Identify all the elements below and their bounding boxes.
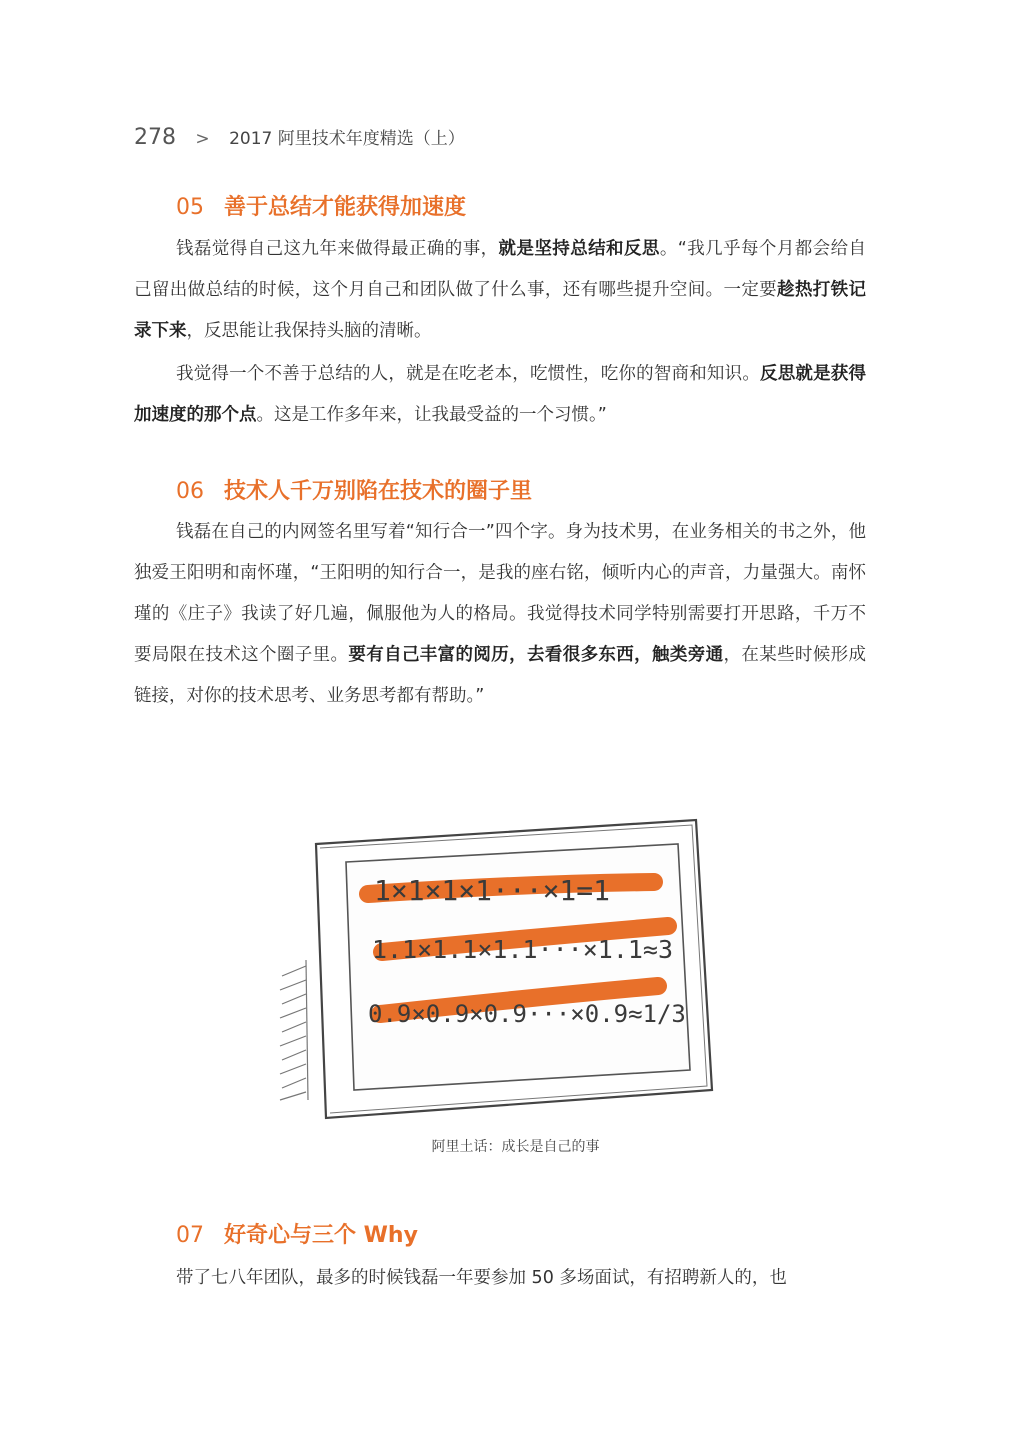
section-title: 技术人千万别陷在技术的圈子里 xyxy=(224,479,533,504)
body-text: ，反思能让我保持头脑的清晰。 xyxy=(186,321,432,341)
body-text: 钱磊觉得自己这九年来做得最正确的事， xyxy=(176,239,499,259)
section-05-paragraph-1 xyxy=(134,229,866,352)
section-number: 07 xyxy=(176,1223,204,1248)
chalkboard-drawing xyxy=(276,800,722,1122)
section-title: 善于总结才能获得加速度 xyxy=(224,195,467,220)
book-title: 2017 阿里技术年度精选（上） xyxy=(229,129,465,149)
body-text: ，在某些时候形成链接，对你的技术思考、业务思考都有帮助。” xyxy=(134,645,867,706)
section-07-paragraph-1 xyxy=(176,1258,866,1299)
section-title: 好奇心与三个 Why xyxy=(224,1223,418,1248)
emphasis-text: 就是坚持总结和反思 xyxy=(498,239,660,259)
section-number: 05 xyxy=(176,195,204,220)
section-06-paragraph-1 xyxy=(134,512,866,717)
emphasis-text: 反思就是获得加速度的那个点 xyxy=(134,364,867,425)
chalkboard-illustration xyxy=(276,800,722,1122)
section-number: 06 xyxy=(176,479,204,504)
board-stand-hatching xyxy=(280,960,308,1100)
section-heading-05 xyxy=(176,190,466,221)
body-text: 。这是工作多年来，让我最受益的一个习惯。” xyxy=(256,405,607,425)
emphasis-text: 要有自己丰富的阅历，去看很多东西，触类旁通 xyxy=(348,645,724,665)
section-heading-07 xyxy=(176,1218,418,1249)
section-heading-06 xyxy=(176,474,532,505)
body-text: 。“我几乎每个月都会给自己留出做总结的时候，这个月自己和团队做了什么事，还有哪些提升空间。一定要 xyxy=(134,239,867,300)
page-number: 278 xyxy=(134,125,176,150)
body-text: 带了七八年团队，最多的时候钱磊一年要参加 50 多场面试，有招聘新人的，也 xyxy=(176,1268,787,1288)
board-line-3: 0.9×0.9×0.9···×0.9≈1/3 xyxy=(368,1000,686,1028)
running-header xyxy=(134,124,465,150)
header-separator: > xyxy=(195,129,210,149)
board-line-2: 1.1×1.1×1.1···×1.1≈3 xyxy=(372,935,674,964)
board-line-1: 1×1×1×1···×1=1 xyxy=(374,874,611,907)
figure-caption: 阿里土话：成长是自己的事 xyxy=(431,1139,600,1155)
body-text: 钱磊在自己的内网签名里写着“知行合一”四个字。身为技术男，在业务相关的书之外，他独爱王阳明和南怀瑾，“王阳明的知行合一，是我的座右铭，倾听内心的声音，力量强大。南怀瑾的《庄子》我读了好几遍，佩服他为人的格局。我觉得技术同学特别需要打开思路，千万不要局限在技术这个圈子里。 xyxy=(134,522,866,665)
emphasis-text: 趁热打铁记录下来 xyxy=(134,280,866,341)
section-05-paragraph-2 xyxy=(134,354,866,436)
body-text: 我觉得一个不善于总结的人，就是在吃老本，吃惯性，吃你的智商和知识。 xyxy=(176,364,761,384)
